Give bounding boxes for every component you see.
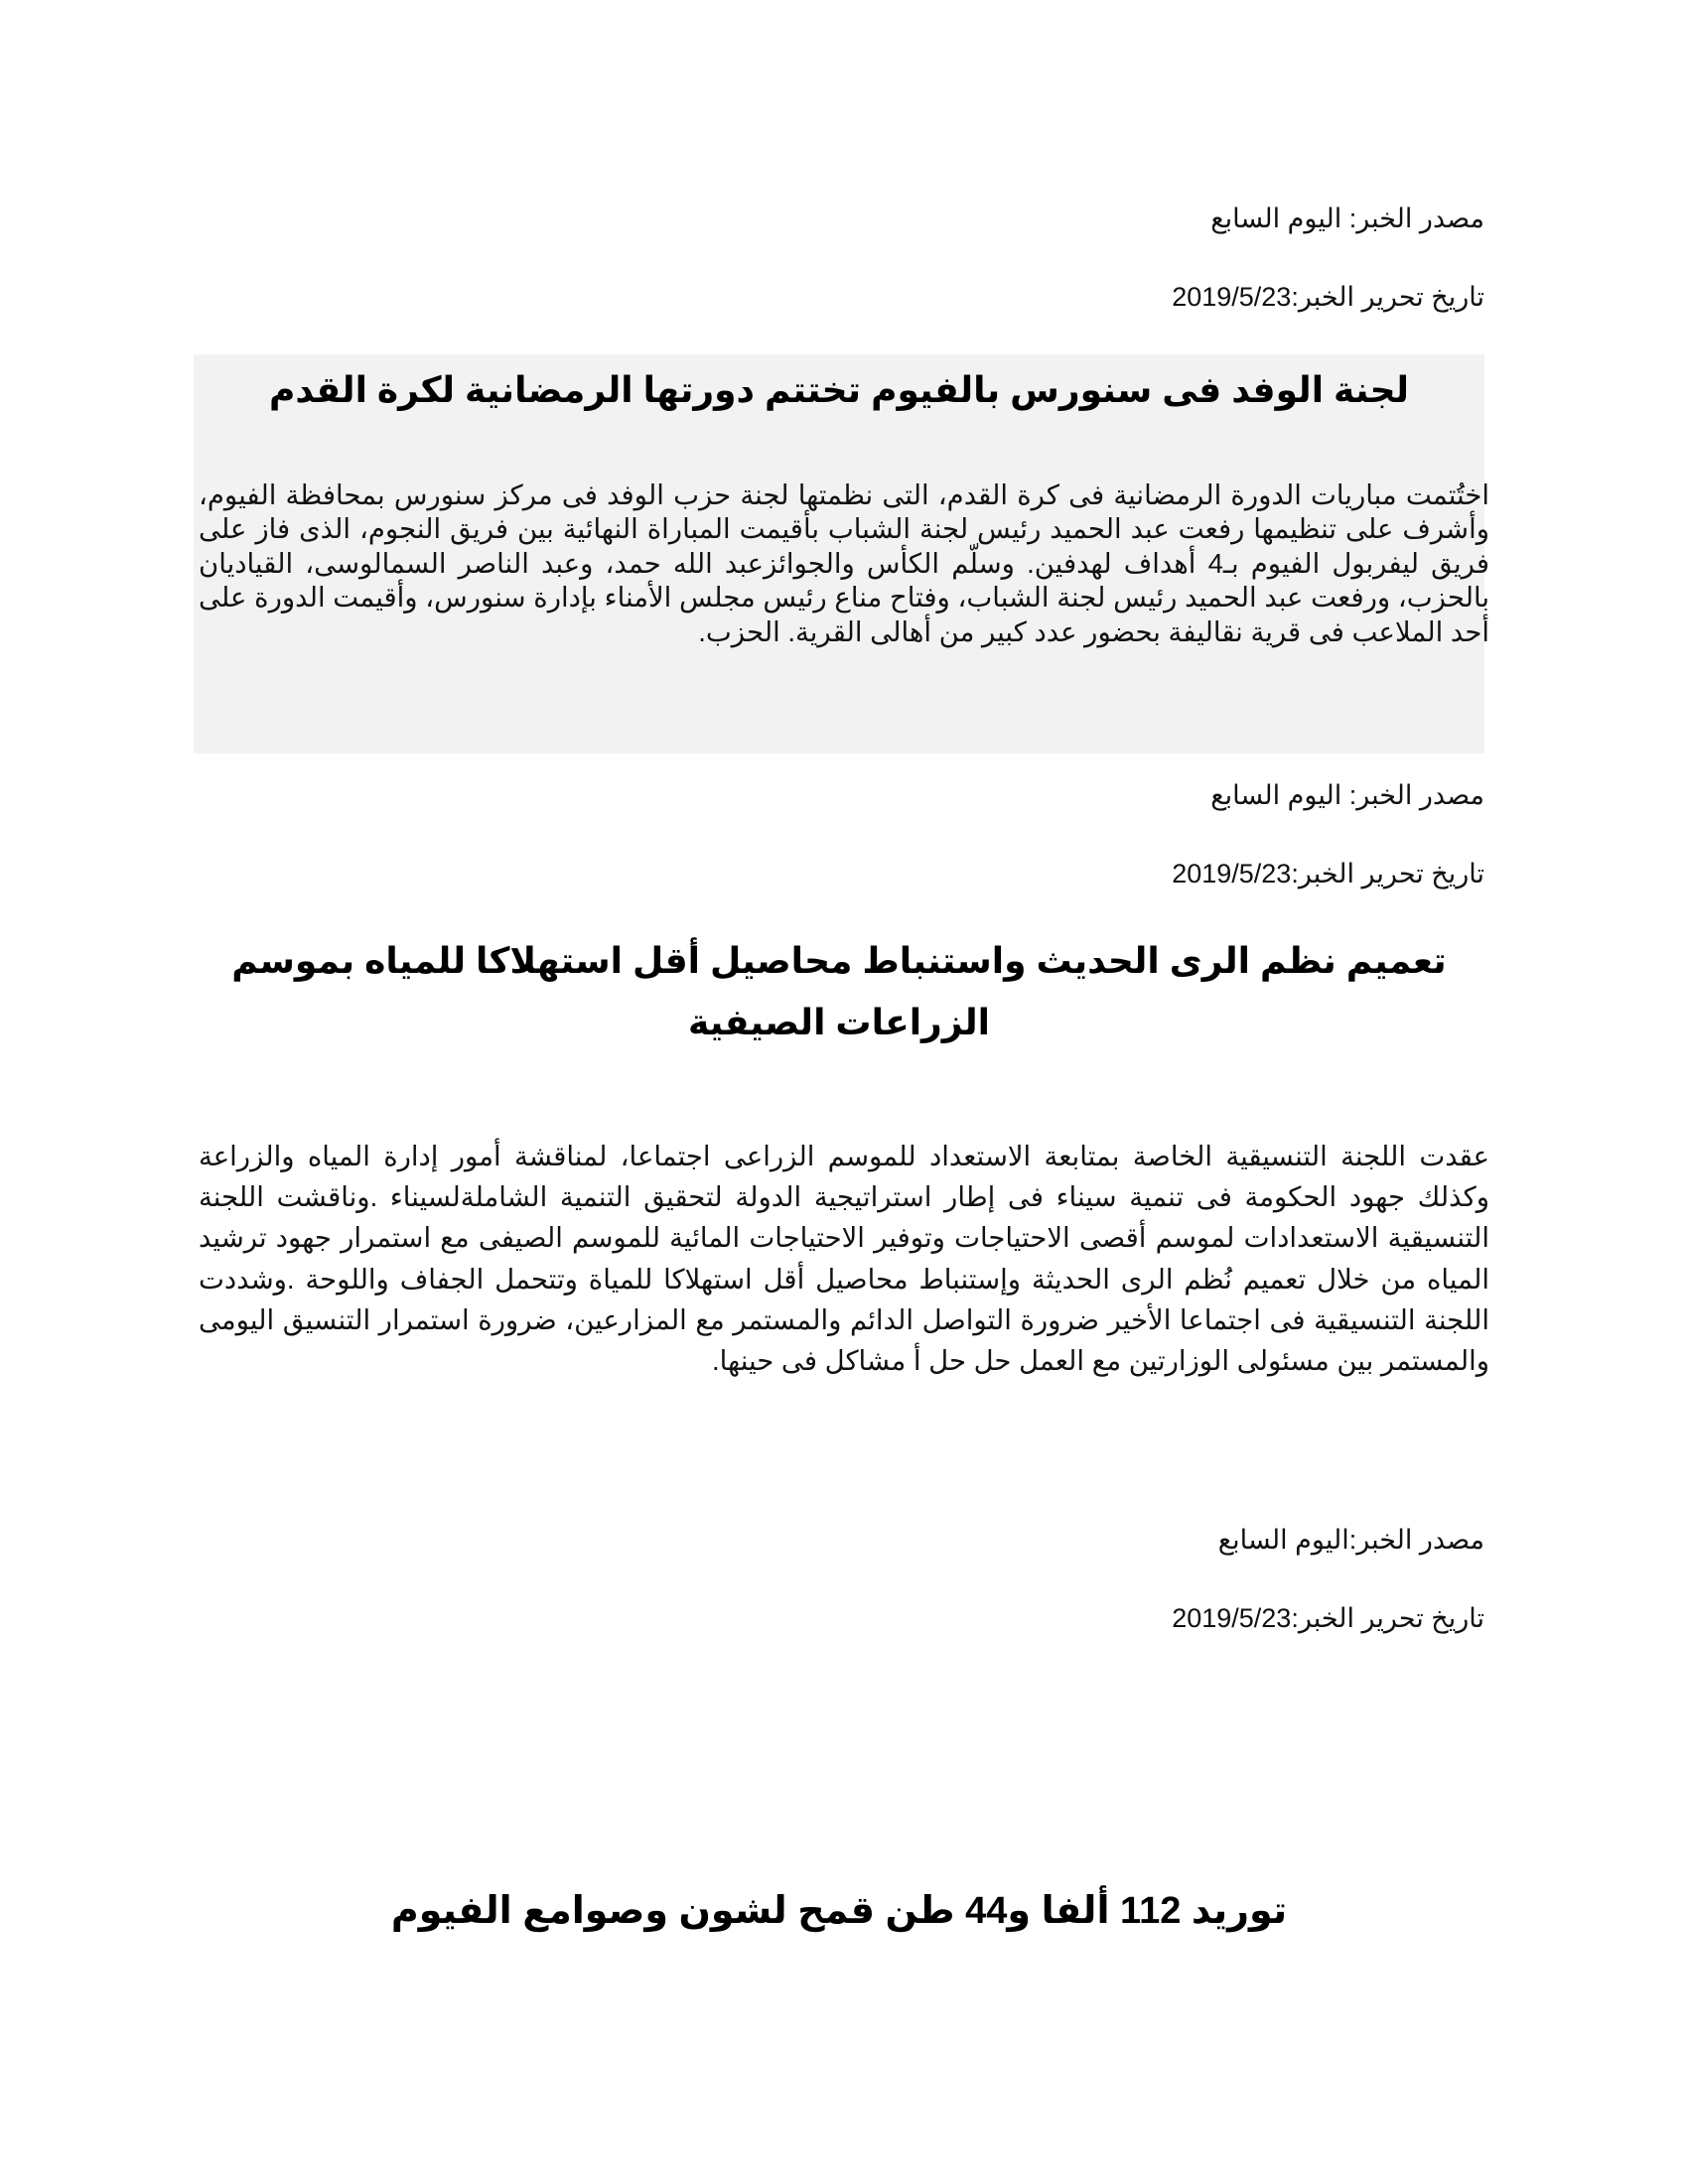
news-date: تاريخ تحرير الخبر:2019/5/23 xyxy=(1172,282,1484,312)
news-date: تاريخ تحرير الخبر:2019/5/23 xyxy=(1172,859,1484,888)
article-headline: تعميم نظم الرى الحديث واستنباط محاصيل أقل استهلاكا للمياه بموسم الزراعات الصيفية xyxy=(231,940,1447,1042)
article-headline: لجنة الوفد فى سنورس بالفيوم تختتم دورتها الرمضانية لكرة القدم xyxy=(268,369,1410,410)
news-date: تاريخ تحرير الخبر:2019/5/23 xyxy=(1172,1603,1484,1633)
news-source: مصدر الخبر:اليوم السابع xyxy=(1217,1525,1484,1555)
article-body: عقدت اللجنة التنسيقية الخاصة بمتابعة الاستعداد للموسم الزراعى اجتماعا، لمناقشة أمور إدارة المياه والزراعة وكذلك جهود الحكومة فى تنمية سيناء فى إطار استراتيجية الدولة لتحقيق التنمية الشاملةلسيناء .وناقشت اللجنة التنسيقية الاستعدادات لموسم أقصى الاحتياجات وتوفير الاحتياجات المائية للموسم الصيفى مع استمرار جهود ترشيد المياه من خلال تعميم نُظم الرى الحديثة وإستنباط محاصيل أقل استهلاكا للمياة وتتحمل الجفاف واللوحة .وشددت اللجنة التنسيقية فى اجتماعا الأخير ضرورة التواصل الدائم والمستمر مع المزارعين، ضرورة استمرار التنسيق اليومى والمستمر بين مسئولى الوزارتين مع العمل حل حل أ مشاكل فى حينها. xyxy=(199,1141,1489,1377)
article-body: اختُتمت مباريات الدورة الرمضانية فى كرة القدم، التى نظمتها لجنة حزب الوفد فى مركز سنورس بمحافظة الفيوم، وأشرف على تنظيمها رفعت عبد الحميد رئيس لجنة الشباب بأقيمت المباراة النهائية بين فريق النجوم، الذى فاز على فريق ليفربول الفيوم بـ4 أهداف لهدفين. وسلّم الكأس والجوائزعبد الله حمد، وعبد الناصر السمالوسى، القياديان بالحزب، ورفعت عبد الحميد رئيس لجنة الشباب، وفتاح مناع رئيس مجلس الأمناء بإدارة سنورس، وأقيمت الدورة على أحد الملاعب فى قرية نقاليفة بحضور عدد كبير من أهالى القرية. الحزب. xyxy=(199,479,1489,647)
news-source: مصدر الخبر: اليوم السابع xyxy=(1210,780,1484,810)
article-headline: توريد 112 ألفا و44 طن قمح لشون وصوامع الفيوم xyxy=(390,1890,1288,1932)
news-source: مصدر الخبر: اليوم السابع xyxy=(1210,204,1484,233)
